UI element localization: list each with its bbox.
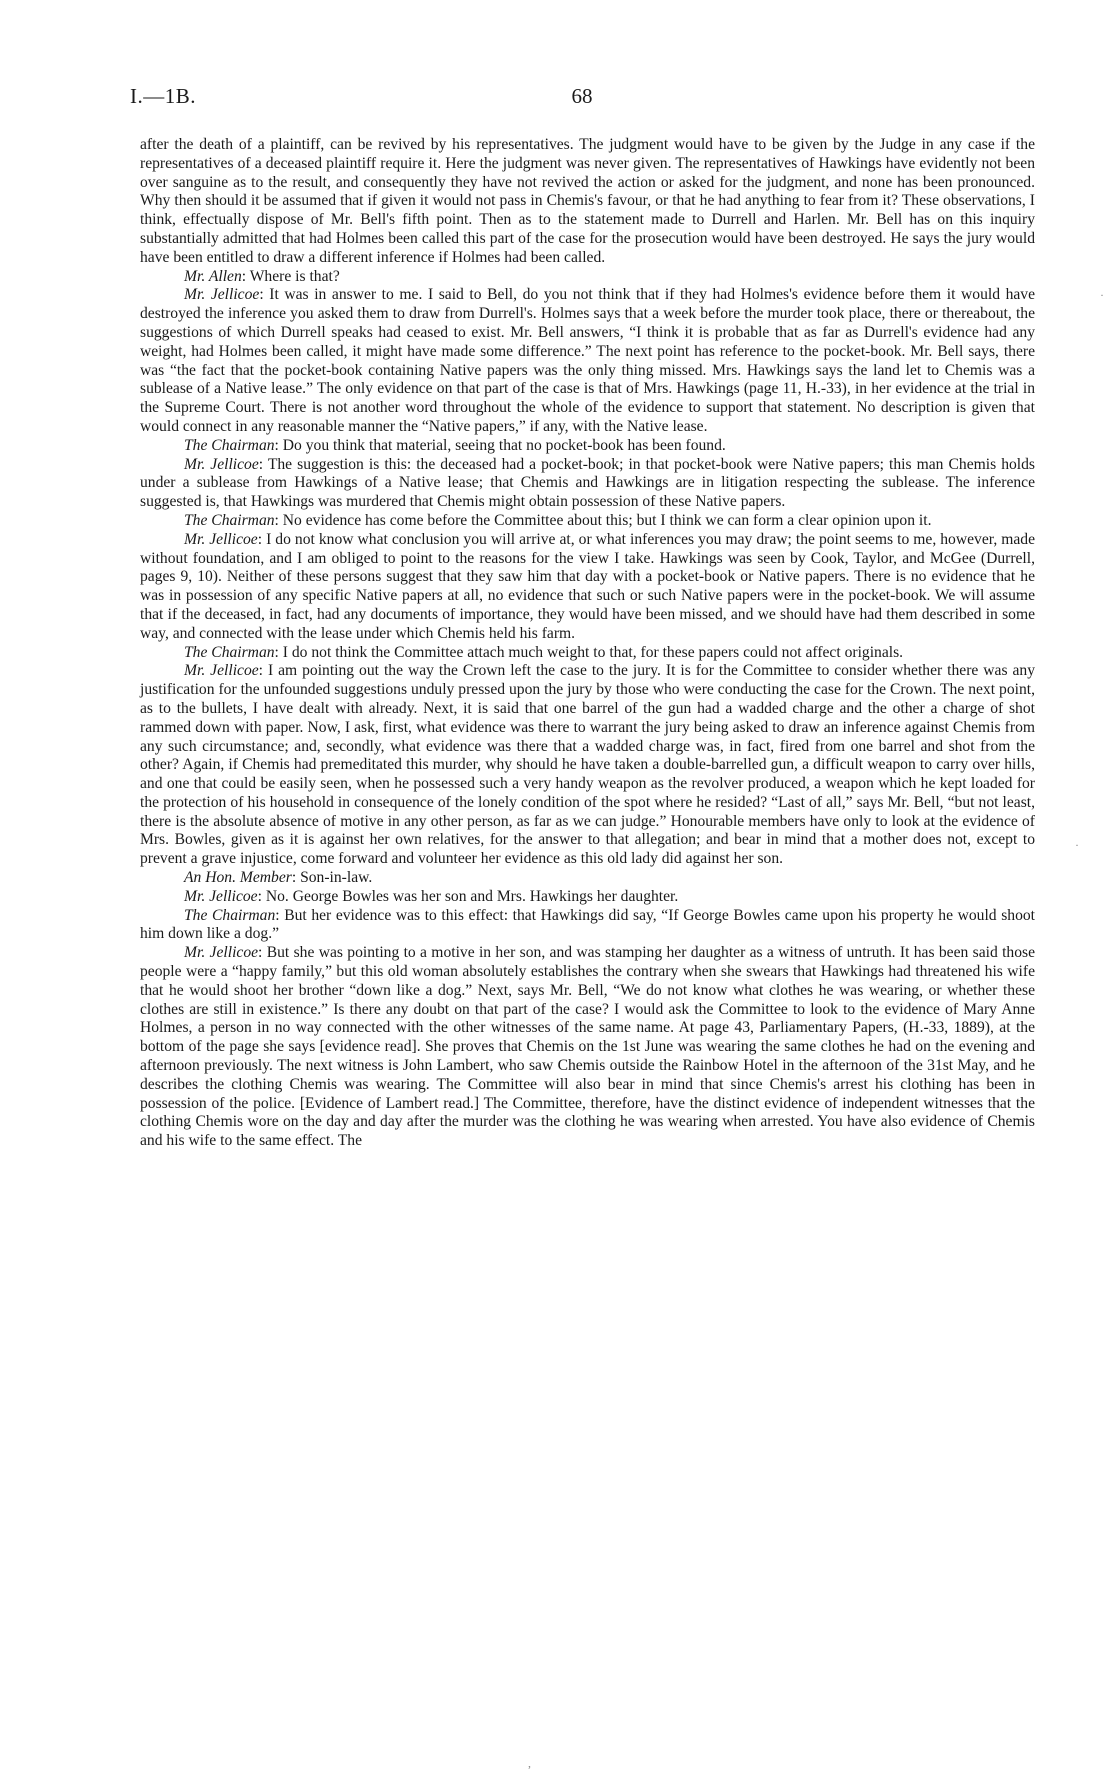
speaker-name: Mr. Allen <box>184 267 242 285</box>
paragraph: Mr. Jellicoe: I do not know what conclusion you will arrive at, or what inferences you may draw; the point seems to me, however, made without foundation, and I am obliged to point to the reasons for the view I take. Hawkings was seen by Cook, Taylor, and McGee (Durrell, pages 9, 10). Neither of these persons suggest that they saw him that day with a pocket-book or Native papers. There is no evidence that he was in possession of any specific Native papers at all, no evidence that such or such Native papers were in the pocket-book. We will assume that if the deceased, in fact, had any documents of importance, they would have been missed, and we should have had them described in some way, and connected with the lease under which Chemis held his farm. <box>140 530 1036 642</box>
speaker-name: Mr. Jellicoe <box>184 286 260 304</box>
speaker-name: Mr. Jellicoe <box>184 944 259 962</box>
paragraph-text: No. George Bowles was her son and Mrs. Hawkings her daughter. <box>265 887 679 905</box>
page-header <box>130 84 1034 112</box>
speaker-name: An Hon. Member <box>184 869 292 887</box>
paragraph-text: after the death of a plaintiff, can be revived by his representatives. The judgment would have to be given by the Judge in any case if the representatives of a deceased plaintiff require it. Here the judgment was never given. The representatives of Hawkings have evidently not been over sanguine as to the result, and consequently they have not revived the action or asked for the judgment, and none has been pronounced. Why then should it be assumed that if given it would not pass in Chemis's favour, or that he had anything to fear from it? These observations, I think, effectually dispose of Mr. Bell's fifth point. Then as to the statement made to Durrell and Harlen. Mr. Bell has on this inquiry substantially admitted that had Holmes been called this part of the case for the prosecution would have been destroyed. He says the jury would have been entitled to draw a different inference if Holmes had been called. <box>140 136 1035 266</box>
paragraph: The Chairman: I do not think the Committee attach much weight to that, for these papers could not affect originals. <box>184 643 904 661</box>
page-number: 68 <box>571 84 593 108</box>
speaker-name: Mr. Jellicoe <box>184 455 259 473</box>
paragraph: The Chairman: No evidence has come before the Committee about this; but I think we can form a clear opinion upon it. <box>184 511 932 529</box>
paragraph-text: No evidence has come before the Committee about this; but I think we can form a clear opinion upon it. <box>282 511 932 529</box>
paragraph: Mr. Jellicoe: It was in answer to me. I said to Bell, do you not think that if they had Holmes's evidence before them it would have destroyed the inference you asked them to draw from Durrell's. Holmes says that a week before the murder took place, there or thereabout, the suggestions of which Durrell speaks had ceased to exist. Mr. Bell answers, “I think it is probable that as far as Durrell's evidence had any weight, had Holmes been called, it might have made some difference.” The next point has reference to the pocket-book. Mr. Bell says, there was “the fact that the pocket-book containing Native papers was the only thing missed. Mrs. Hawkings says the land let to Chemis was a sublease of a Native lease.” The only evidence on that part of the case is that of Mrs. Hawkings (page 11, H.-33), in her evidence at the trial in the Supreme Court. There is not another word throughout the whole of the evidence to support that statement. No description is given that would connect in any reasonable manner the “Native papers,” if any, with the Native lease. <box>140 286 1036 435</box>
paragraph-text: Son-in-law. <box>300 869 373 887</box>
paragraph-text: It was in answer to me. I said to Bell, do you not think that if they had Holmes's evidence before them it would have destroyed the inference you asked them to draw from Durrell's. Holmes says that a week before the murder took place, there or thereabout, the suggestions of which Durrell speaks had ceased to exist. Mr. Bell answers, “I think it is probable that as far as Durrell's evidence had any weight, had Holmes been called, it might have made some difference.” The next point has reference to the pocket-book. Mr. Bell says, there was “the fact that the pocket-book containing Native papers was the only thing missed. Mrs. Hawkings says the land let to Chemis was a sublease of a Native lease.” The only evidence on that part of the case is that of Mrs. Hawkings (page 11, H.-33), in her evidence at the trial in the Supreme Court. There is not another word throughout the whole of the evidence to support that statement. No description is given that would connect in any reasonable manner the “Native papers,” if any, with the Native lease. <box>140 286 1036 435</box>
paragraph-text: I am pointing out the way the Crown left the case to the jury. It is for the Committee to consider whether there was any justification for the unfounded suggestions unduly pressed upon the jury by those who were conducting the case for the Crown. The next point, as to the bullets, I have dealt with already. Next, it is said that one barrel of the gun had a wadded charge and the other a charge of shot rammed down with paper. Now, I ask, first, what evidence was there to warrant the jury being asked to draw an inference against Chemis from any such circumstance; and, secondly, what evidence was there that a wadded charge was, in fact, fired from one barrel and shot from the other? Again, if Chemis had premeditated this murder, why should he have taken a double-barrelled gun, a difficult weapon to carry over hills, and one that could be easily seen, when he possessed such a very handy weapon as the revolver produced, a weapon which he kept loaded for the protection of his household in consequence of the lonely condition of the spot where he resided? “Last of all,” says Mr. Bell, “but not least, there is the absolute absence of motive in any other person, as far as we can judge.” Honourable members have only to look at the evidence of Mrs. Bowles, given as it is against her own relatives, for the answer to that allegation; and bear in mind that a mother does not, except to prevent a grave injustice, come forward and volunteer her evidence as this old lady did against her son. <box>140 662 1036 868</box>
paragraph-text: I do not know what conclusion you will arrive at, or what inferences you may draw; the point seems to me, however, made without foundation, and I am obliged to point to the reasons for the view I take. Hawkings was seen by Cook, Taylor, and McGee (Durrell, pages 9, 10). Neither of these persons suggest that they saw him that day with a pocket-book or Native papers. There is no evidence that he was in possession of any specific Native papers at all, no evidence that such or such Native papers were in the pocket-book. We will assume that if the deceased, in fact, had any documents of importance, they would have been missed, and we should have had them described in some way, and connected with the lease under which Chemis held his farm. <box>140 530 1036 642</box>
margin-dot: · <box>1100 288 1104 302</box>
margin-dot: · <box>1075 838 1079 852</box>
paragraph: Mr. Jellicoe: No. George Bowles was her son and Mrs. Hawkings her daughter. <box>184 887 679 905</box>
paragraph-text: Where is that? <box>249 267 340 285</box>
paragraph: Mr. Jellicoe: The suggestion is this: the deceased had a pocket-book; in that pocket-book were Native papers; this man Chemis holds under a sublease from Hawkings of a Native lease; that Chemis and Hawkings are in litigation respecting the sublease. The inference suggested is, that Hawkings was murdered that Chemis might obtain possession of these Native papers. <box>140 455 1035 511</box>
paragraph: Mr. Allen: Where is that? <box>184 267 340 285</box>
speaker-name: Mr. Jellicoe <box>184 530 258 548</box>
speaker-name: The Chairman <box>184 906 276 924</box>
paragraph <box>140 136 1035 268</box>
speaker-name: The Chairman <box>184 436 275 454</box>
body-text <box>140 136 1035 1151</box>
paragraph-text: But she was pointing to a motive in her son, and was stamping her daughter as a witness of untruth. It has been said those people were a “happy family,” but this old woman absolutely establishes the contrary when she swears that Hawkings had threatened his wife that he would shoot her brother “down like a dog.” Next, says Mr. Bell, “We do not know what clothes he was wearing, or whether these clothes are still in existence.” Is there any doubt on that part of the case? I would ask the Committee to look to the evidence of Mary Anne Holmes, a person in no way connected with the other witnesses of the same name. At page 43, Parliamentary Papers, (H.-33, 1889), at the bottom of the page she says [evidence read]. She proves that Chemis on the 1st June was wearing the same clothes he had on the evening and afternoon previously. The next witness is John Lambert, who saw Chemis outside the Rainbow Hotel in the afternoon of the 31st May, and he describes the clothing Chemis was wearing. The Committee will also bear in mind that since Chemis's arrest his clothing has been in possession of the police. [Evidence of Lambert read.] The Committee, therefore, have the distinct evidence of independent witnesses that the clothing Chemis wore on the day and day after the murder was the clothing he was wearing when arrested. You have also evidence of Chemis and his wife to the same effect. The <box>140 944 1036 1150</box>
paragraph: The Chairman: Do you think that material, seeing that no pocket-book has been found. <box>184 436 726 454</box>
paragraph-text: But her evidence was to this effect: that Hawkings did say, “If George Bowles came upon his property he would shoot him down like a dog.” <box>140 906 1035 943</box>
paragraph-text: Do you think that material, seeing that no pocket-book has been found. <box>282 436 726 454</box>
speaker-name: Mr. Jellicoe <box>184 662 259 680</box>
speaker-name: The Chairman <box>184 643 275 661</box>
document-reference: I.—1B. <box>130 84 196 108</box>
paragraph: The Chairman: But her evidence was to this effect: that Hawkings did say, “If George Bowles came upon his property he would shoot him down like a dog.” <box>140 906 1035 943</box>
paragraph-text: The suggestion is this: the deceased had a pocket-book; in that pocket-book were Native papers; this man Chemis holds under a sublease from Hawkings of a Native lease; that Chemis and Hawkings are in litigation respecting the sublease. The inference suggested is, that Hawkings was murdered that Chemis might obtain possession of these Native papers. <box>140 455 1035 511</box>
paragraph: Mr. Jellicoe: I am pointing out the way the Crown left the case to the jury. It is for the Committee to consider whether there was any justification for the unfounded suggestions unduly pressed upon the jury by those who were conducting the case for the Crown. The next point, as to the bullets, I have dealt with already. Next, it is said that one barrel of the gun had a wadded charge and the other a charge of shot rammed down with paper. Now, I ask, first, what evidence was there to warrant the jury being asked to draw an inference against Chemis from any such circumstance; and, secondly, what evidence was there that a wadded charge was, in fact, fired from one barrel and shot from the other? Again, if Chemis had premeditated this murder, why should he have taken a double-barrelled gun, a difficult weapon to carry over hills, and one that could be easily seen, when he possessed such a very handy weapon as the revolver produced, a weapon which he kept loaded for the protection of his household in consequence of the lonely condition of the spot where he resided? “Last of all,” says Mr. Bell, “but not least, there is the absolute absence of motive in any other person, as far as we can judge.” Honourable members have only to look at the evidence of Mrs. Bowles, given as it is against her own relatives, for the answer to that allegation; and bear in mind that a mother does not, except to prevent a grave injustice, come forward and volunteer her evidence as this old lady did against her son. <box>140 662 1036 868</box>
paragraph-text: I do not think the Committee attach much weight to that, for these papers could not affect originals. <box>282 643 904 661</box>
paragraph: An Hon. Member: Son-in-law. <box>184 869 373 887</box>
paragraph: Mr. Jellicoe: But she was pointing to a motive in her son, and was stamping her daughter as a witness of untruth. It has been said those people were a “happy family,” but this old woman absolutely establishes the contrary when she swears that Hawkings had threatened his wife that he would shoot her brother “down like a dog.” Next, says Mr. Bell, “We do not know what clothes he was wearing, or whether these clothes are still in existence.” Is there any doubt on that part of the case? I would ask the Committee to look to the evidence of Mary Anne Holmes, a person in no way connected with the other witnesses of the same name. At page 43, Parliamentary Papers, (H.-33, 1889), at the bottom of the page she says [evidence read]. She proves that Chemis on the 1st June was wearing the same clothes he had on the evening and afternoon previously. The next witness is John Lambert, who saw Chemis outside the Rainbow Hotel in the afternoon of the 31st May, and he describes the clothing Chemis was wearing. The Committee will also bear in mind that since Chemis's arrest his clothing has been in possession of the police. [Evidence of Lambert read.] The Committee, therefore, have the distinct evidence of independent witnesses that the clothing Chemis wore on the day and day after the murder was the clothing he was wearing when arrested. You have also evidence of Chemis and his wife to the same effect. The <box>140 944 1036 1150</box>
margin-dot: , <box>528 1756 531 1770</box>
speaker-name: The Chairman <box>184 511 275 529</box>
speaker-name: Mr. Jellicoe <box>184 887 258 905</box>
